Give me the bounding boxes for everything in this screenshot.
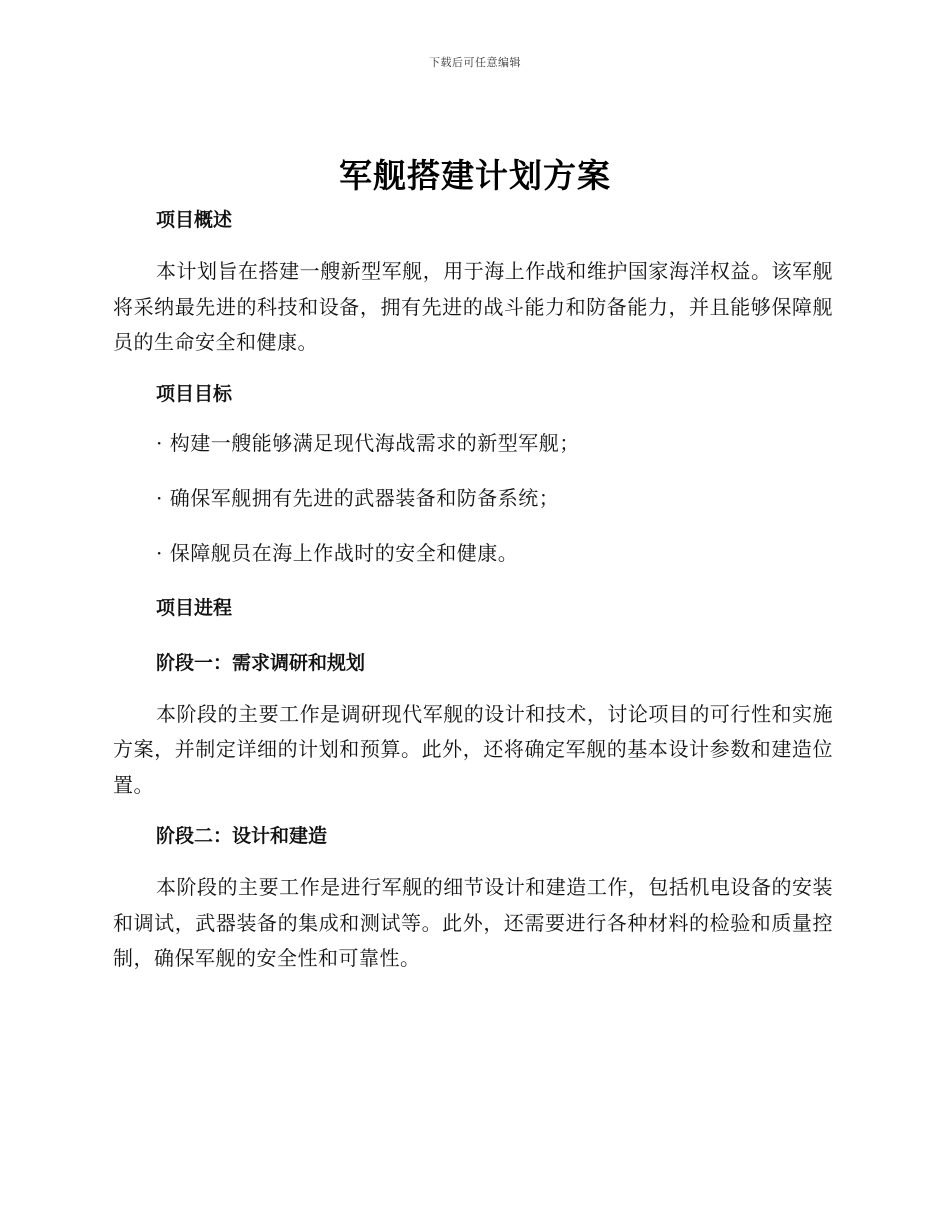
document-body — [113, 205, 833, 977]
goal-item: · 确保军舰拥有先进的武器装备和防备系统； — [156, 485, 560, 510]
overview-paragraph: 本计划旨在搭建一艘新型军舰，用于海上作战和维护国家海洋权益。该军舰将采纳最先进的科技和设备，拥有先进的战斗能力和防备能力，并且能够保障舰员的生命安全和健康。 — [113, 259, 833, 354]
stage1-heading: 阶段一：需求调研和规划 — [156, 651, 366, 674]
header-note: 下载后可任意编辑 — [429, 56, 521, 69]
goal-item: · 构建一艘能够满足现代海战需求的新型军舰； — [156, 430, 580, 455]
stage2-paragraph: 本阶段的主要工作是进行军舰的细节设计和建造工作，包括机电设备的安装和调试，武器装备的集成和测试等。此外，还需要进行各种材料的检验和质量控制，确保军舰的安全性和可靠性。 — [113, 875, 833, 970]
stage2-heading: 阶段二：设计和建造 — [156, 825, 328, 847]
stage1-paragraph: 本阶段的主要工作是调研现代军舰的设计和技术，讨论项目的可行性和实施方案，并制定详细的计划和预算。此外，还将确定军舰的基本设计参数和建造位置。 — [113, 701, 833, 797]
goal-item: · 保障舰员在海上作战时的安全和健康。 — [156, 540, 519, 565]
section-heading-overview: 项目概述 — [156, 209, 233, 231]
section-heading-progress: 项目进程 — [156, 596, 233, 619]
section-heading-goals: 项目目标 — [156, 382, 233, 405]
page-title: 军舰搭建计划方案 — [339, 156, 611, 195]
